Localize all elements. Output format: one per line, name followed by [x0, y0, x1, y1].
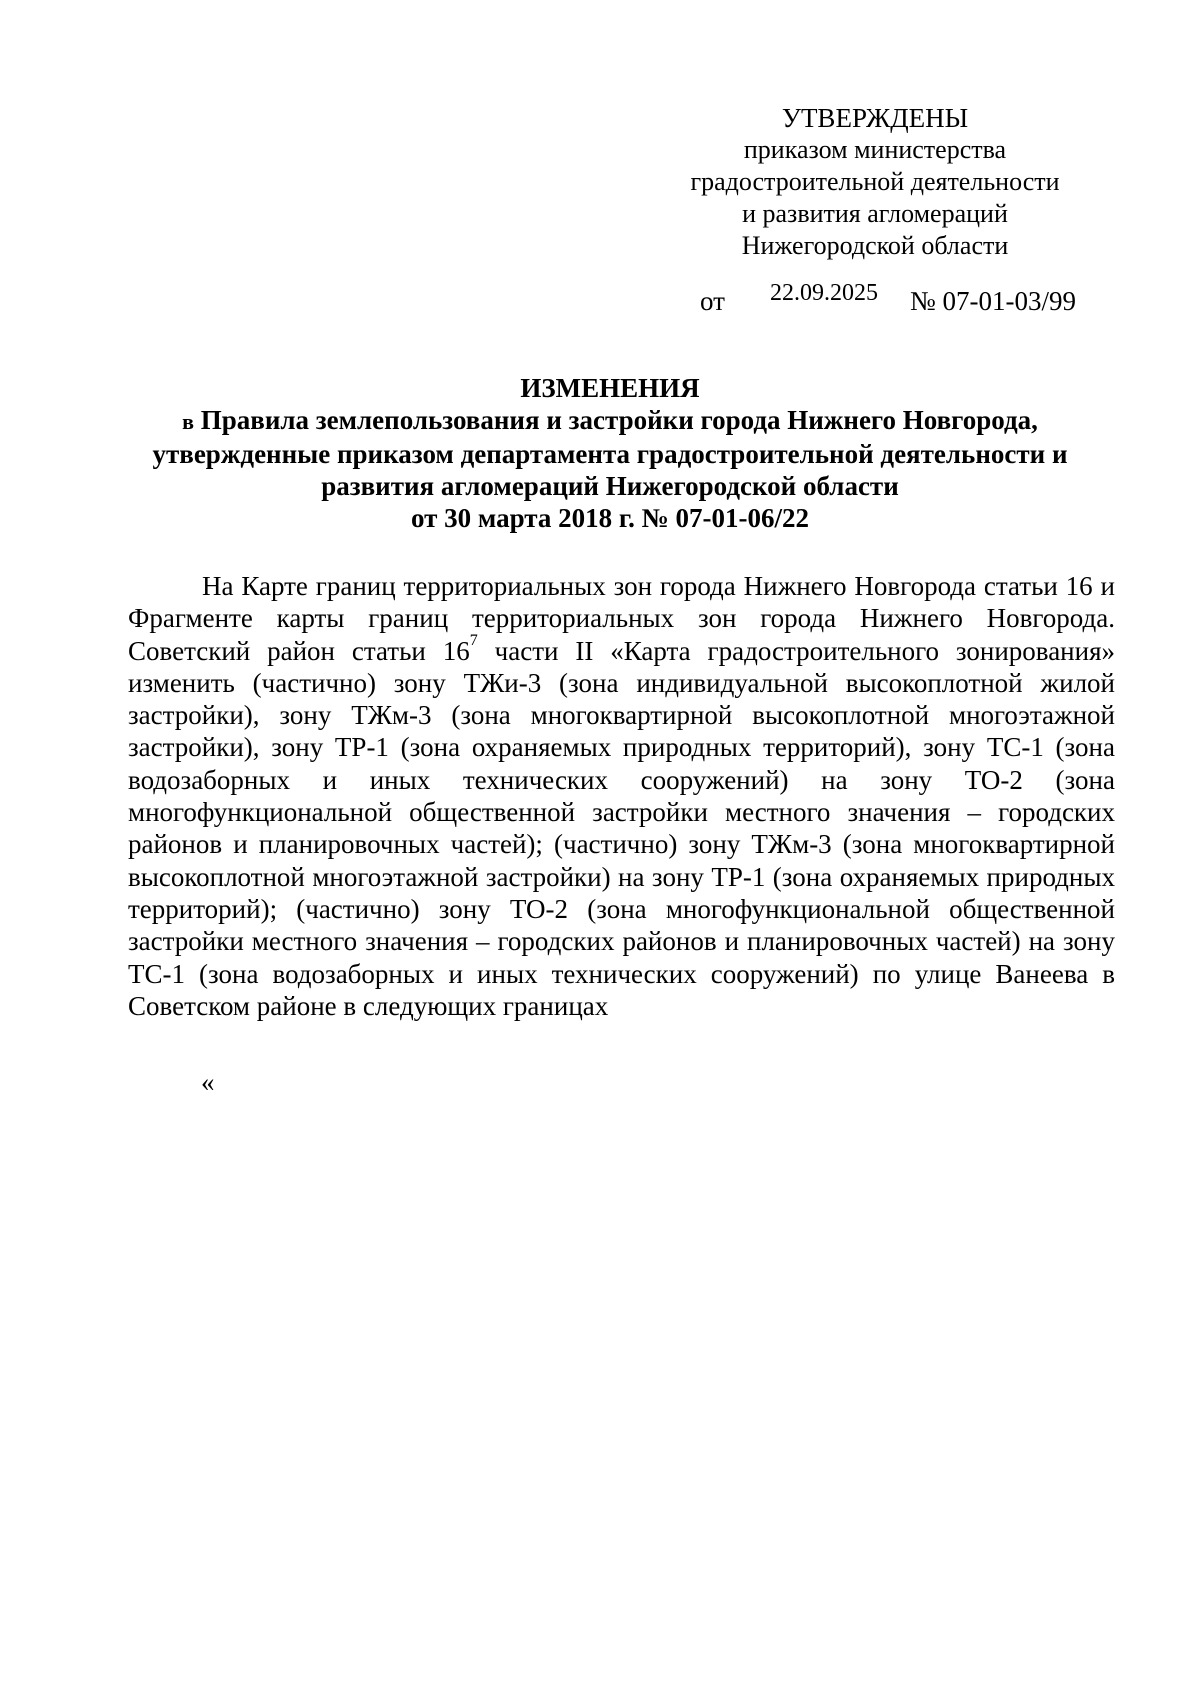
date-prefix: от — [700, 286, 725, 316]
document-title — [100, 372, 1120, 534]
approval-line: Нижегородской области — [741, 231, 1009, 260]
approval-date-line — [700, 280, 1120, 320]
paragraph-text-part1: На Карте границ территориальных зон города Нижнего Новгорода статьи 16 и Фрагменте карты границ территориальных зон города Нижнего Новгорода. Советский район статьи 16 — [128, 571, 1115, 666]
title-line-text: Правила землепользования и застройки города Нижнего Новгорода, — [200, 405, 1038, 435]
title-line: развития агломераций Нижегородской области — [321, 471, 899, 501]
approval-line: градостроительной деятельности — [690, 167, 1060, 196]
title-line — [100, 404, 1120, 438]
body-text — [128, 570, 1115, 1022]
title-line: от 30 марта 2018 г. № 07-01-06/22 — [411, 503, 809, 533]
approval-line: и развития агломераций — [742, 199, 1008, 228]
approval-date: 22.09.2025 — [770, 280, 878, 306]
approval-number: № 07-01-03/99 — [910, 286, 1076, 316]
open-quote: « — [201, 1067, 215, 1097]
title-heading: ИЗМЕНЕНИЯ — [520, 373, 700, 403]
approval-line: приказом министерства — [743, 135, 1007, 164]
article-superscript: 7 — [469, 631, 478, 649]
approval-heading: УТВЕРЖДЕНЫ — [781, 103, 969, 133]
paragraph-text-part2: части II «Карта градостроительного зонирования» изменить (частично) зону ТЖи-3 (зона индивидуальной высокоплотной жилой застройки), зону ТЖм-3 (зона многоквартирной высокоплотной многоэтажной застройки), зону ТР-1 (зона охраняемых природных территорий), зону ТС-1 (зона водозаборных и иных технических сооружений) на зону ТО-2 (зона многофункциональной общественной застройки местного значения – городских районов и планировочных частей); (частично) зону ТЖм-3 (зона многоквартирной высокоплотной многоэтажной застройки) на зону ТР-1 (зона охраняемых природных территорий); (частично) зону ТО-2 (зона многофункциональной общественной застройки местного значения – городских районов и планировочных частей) на зону ТС-1 (зона водозаборных и иных технических сооружений) по улице Ванеева в Советском районе в следующих границах — [128, 635, 1115, 1021]
title-line: утвержденные приказом департамента градостроительной деятельности и — [152, 439, 1068, 469]
body-paragraph — [128, 570, 1115, 1022]
title-preposition: в — [182, 409, 194, 434]
approval-stamp — [640, 102, 1110, 262]
